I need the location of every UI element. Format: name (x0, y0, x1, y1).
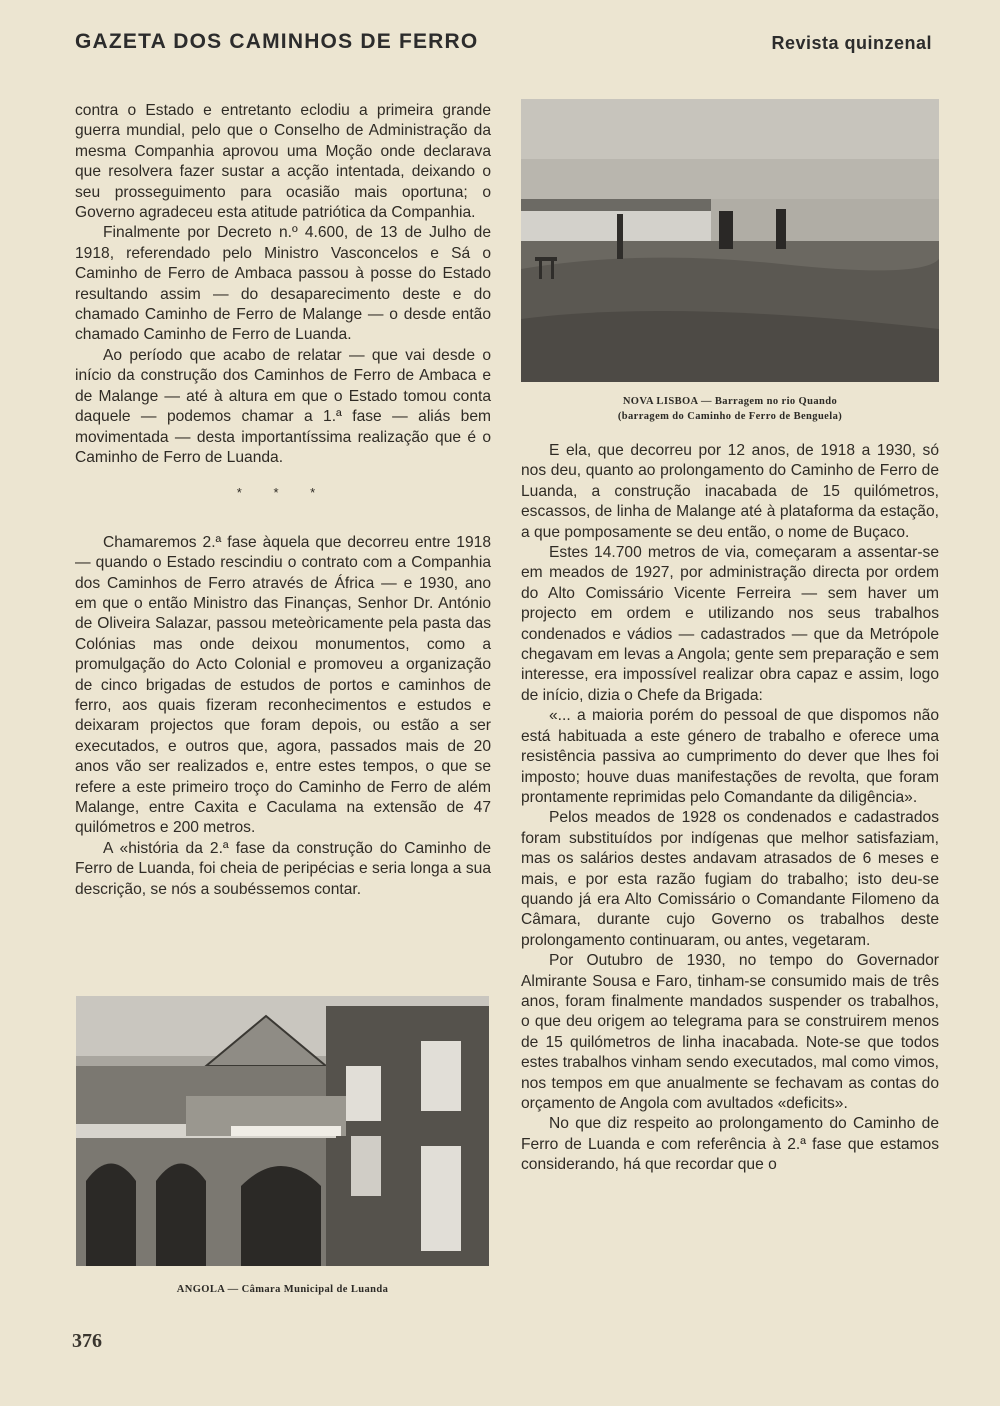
dam-photo-caption (521, 394, 939, 424)
left-paragraph-3: Ao período que acabo de relatar — que vai desde o início da construção dos Caminhos de Ferro de Ambaca e de Malange — até à altura em que o Estado tomou conta daquele — podemos chamar a 1.ª fase — aliás bem movimentada — desta importantíssima realização que é o Caminho de Ferro de Luanda. (75, 346, 491, 466)
right-paragraph-5: Por Outubro de 1930, no tempo do Governador Almirante Sousa e Faro, tinham-se consumido mais de três anos, foram finalmente mandados suspender os trabalhos, o que deu origem ao telegrama para se construirem menos de 15 quilómetros de linha inacabada. Note-se que todos estes trabalhos vinham sendo executados, mal como vimos, nos tempos em que anualmente se fechavam as contas do orçamento de Angola com avultados «deficits». (521, 952, 939, 1112)
left-paragraph-5: A «história da 2.ª fase da construção do Caminho de Ferro de Luanda, foi cheia de peripécias e seria longa a sua descrição, se nós a soubéssemos contar. (75, 839, 491, 898)
masthead-subtitle: Revista quinzenal (771, 33, 932, 53)
city-hall-caption: ANGOLA — Câmara Municipal de Luanda (176, 1284, 389, 1295)
right-paragraph-2: Estes 14.700 metros de via, começaram a assentar-se em meados de 1927, por administração directa por ordem do Alto Comissário Vicente Ferreira — sem haver um projecto em ordem e utilizando nos seus trabalhos condenados e vádios — cadastrados — que da Metrópole chegavam em levas a Angola; gente sem preparação e sem interesse, era impossível realizar obra capaz e assim, logo de início, dizia o Chefe da Brigada: (521, 544, 939, 704)
city-hall-photo (76, 996, 489, 1266)
page-number: 376 (72, 1330, 102, 1352)
dam-photo (521, 99, 939, 382)
left-paragraph-2: Finalmente por Decreto n.º 4.600, de 13 de Julho de 1918, referendado pelo Ministro Vasconcelos e Sá o Caminho de Ferro de Ambaca passou à posse do Estado resultando assim — do desaparecimento deste e do chamado Caminho de Ferro de Malange — o desde então chamado Caminho de Ferro de Luanda. (75, 224, 491, 344)
left-paragraph-1: contra o Estado e entretanto eclodiu a primeira grande guerra mundial, pelo que o Conselho de Administração da mesma Companhia aprovou uma Moção onde declarava que resolvera fazer sustar a acção intentada, deixando o seu prosseguimento para ocasião mais oportuna; o Governo agradeceu esta atitude patriótica da Companhia. (75, 102, 491, 222)
masthead-title: GAZETA DOS CAMINHOS DE FERRO (75, 30, 479, 53)
section-separator: * * * (236, 485, 330, 501)
dam-caption-line-1: NOVA LISBOA — Barragem no rio Quando (622, 396, 838, 407)
left-paragraph-4: Chamaremos 2.ª fase àquela que decorreu entre 1918 — quando o Estado rescindiu o contrato com a Companhia dos Caminhos de Ferro através de África — e 1930, ano em que o então Ministro das Finanças, Senhor Dr. António de Oliveira Salazar, passou meteòricamente pela pasta das Colónias mas onde deixou monumentos, como a promulgação do Acto Colonial e promoveu a organização de cinco brigadas de estudos de portos e caminhos de ferro, aos quais fizeram reconhecimentos e estudos e deixaram projectos que foram depois, ou estão a ser executados, e outros que, agora, passados mais de 20 anos vão ser realizados e, entre estes tempos, o que se refere a este primeiro troço do Caminho de Ferro de além Malange, entre Caxita e Caculama na extensão de 47 quilómetros e 200 metros. (75, 533, 491, 837)
right-paragraph-3: «... a maioria porém do pessoal de que dispomos não está habituada a este género de trabalho e oferece uma resistência passiva ao cumprimento do dever que lhes foi imposto; houve duas manifestações de revolta, que foram prontamente reprimidas pelo Comandante da diligência». (521, 707, 939, 806)
left-column (75, 101, 491, 900)
dam-caption-line-2: (barragem do Caminho de Ferro de Benguela) (617, 411, 843, 422)
right-paragraph-4: Pelos meados de 1928 os condenados e cadastrados foram substituídos por indígenas que melhor satisfaziam, mas os salários destes andavam atrasados de 6 meses e mais, e por esta razão fugiam do trabalho; isto deu-se quando já era Alto Comissário o Comandante Filomeno da Câmara, durante cujo Governo os trabalhos deste prolongamento continuaram, ou antes, vegetaram. (521, 809, 939, 949)
right-column (521, 441, 939, 1176)
right-paragraph-6: No que diz respeito ao prolongamento do Caminho de Ferro de Luanda e com referência à 2.ª fase que estamos considerando, há que recordar que o (521, 1115, 939, 1174)
right-paragraph-1: E ela, que decorreu por 12 anos, de 1918 a 1930, só nos deu, quanto ao prolongamento do Caminho de Ferro de Luanda, a construção inacabada de 15 quilómetros, escassos, de linha de Malange até à plataforma da estação, a que pomposamente se deu então, o nome de Buçaco. (521, 442, 939, 541)
